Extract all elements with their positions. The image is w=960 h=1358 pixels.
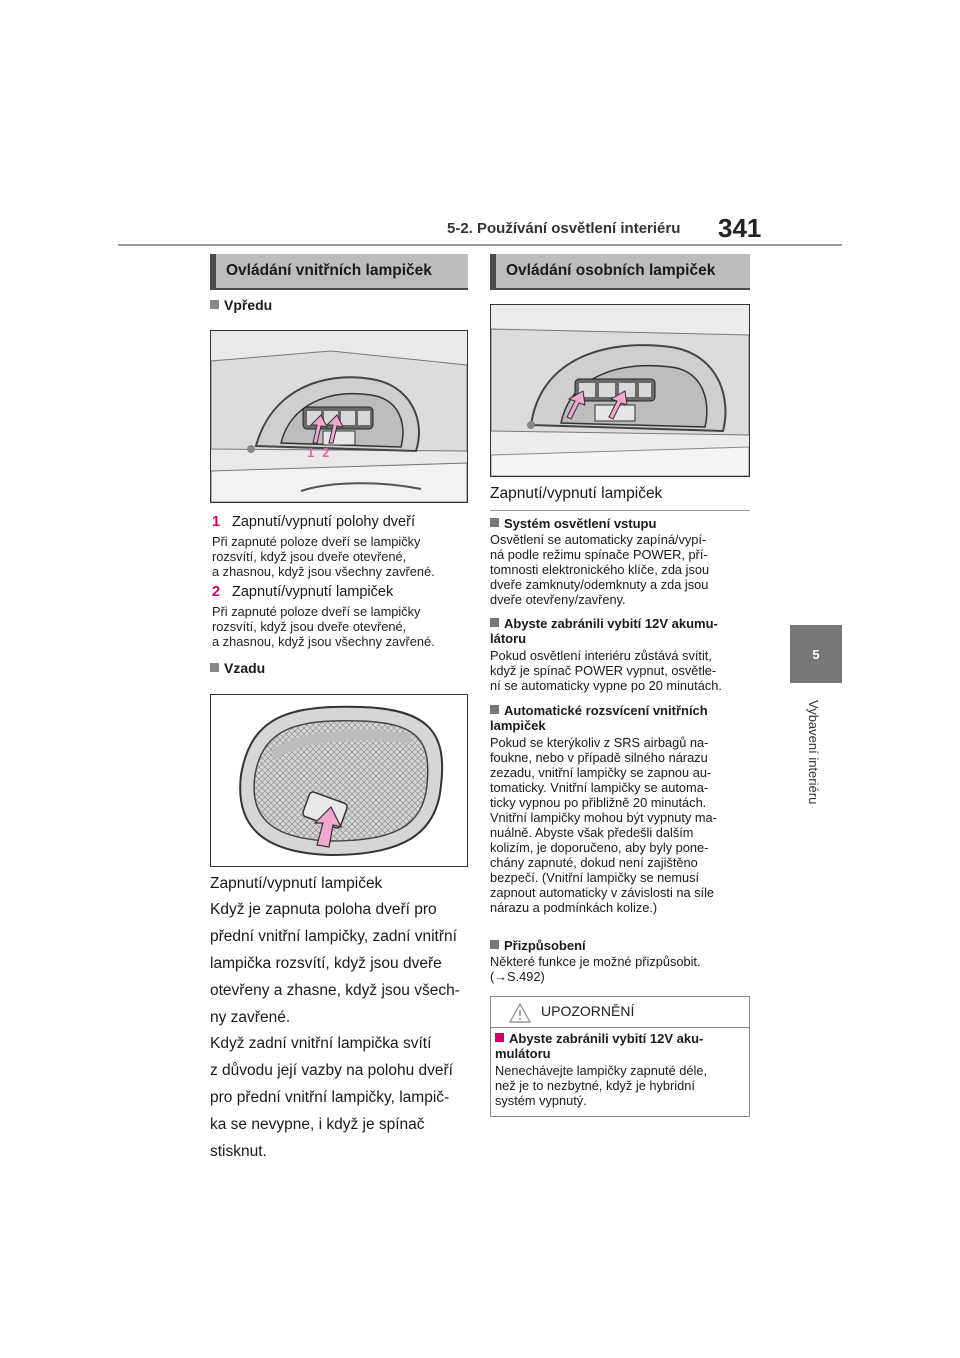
note-body-auto-lights: Pokud se kterýkoliv z SRS airbagů na- foukne, nebo v případě silného nárazu zezadu, vnitřní lampičky se zapnou au- tomaticky. Vnitřní lampičky se automa- ticky vypnou po přibližně 20 minutách. Vnitřní lampičky mohou být vypnuty ma- nuálně. Abyste však předešli dalším kolizím, je doporučeno, aby byly pone- chány zapnuté, dokud není zajištěno bezpečí. (Vnitřní lampičky se nemusí zapnout automaticky v závislosti na síle nárazu a podmínkách kolize.) <box>490 735 717 915</box>
bullet-square-icon <box>490 940 499 949</box>
item-2-desc: Při zapnuté poloze dveří se lampičky rozsvítí, když jsou dveře otevřené, a zhasnou, když jsou všechny zavřené. <box>212 604 435 649</box>
bullet-square-icon <box>490 705 499 714</box>
rear-paragraph-2: Když zadní vnitřní lampička svítí z důvodu její vazby na polohu dveří pro přední vnitřní lampičky, lampič- ka se nevypne, i když je spínač stisknut. <box>210 1035 453 1160</box>
page-number: 341 <box>718 213 762 243</box>
warning-title: UPOZORNĚNÍ <box>541 1003 635 1019</box>
bullet-square-icon <box>490 518 499 527</box>
bullet-square-icon <box>210 663 219 672</box>
heading-personal-lights: Ovládání osobních lampiček <box>490 254 750 290</box>
section-title: 5-2. Používání osvětlení interiéru <box>447 220 681 237</box>
divider <box>490 510 750 511</box>
bullet-square-icon <box>210 300 219 309</box>
warning-note-body: Nenechávejte lampičky zapnuté déle, než je to nezbytné, když je hybridní systém vypnutý. <box>495 1063 707 1108</box>
subhead-rear: Vzadu <box>210 660 265 676</box>
note-title-customization: Přizpůsobení <box>490 938 752 953</box>
bullet-square-icon <box>490 618 499 627</box>
heading-interior-lights: Ovládání vnitřních lampiček <box>210 254 468 290</box>
bullet-square-icon <box>495 1033 504 1042</box>
callout-1: 1 <box>307 445 315 460</box>
subhead-front: Vpředu <box>210 297 272 313</box>
callout-2: 2 <box>322 445 330 460</box>
chapter-number: 5 <box>812 646 820 662</box>
chapter-label: Vybavení interiéru <box>806 700 821 805</box>
item-2-label: 2 Zapnutí/vypnutí lampiček <box>212 584 394 600</box>
note-title-entry-lighting: Systém osvětlení vstupu <box>490 516 752 531</box>
note-body-entry-lighting: Osvětlení se automaticky zapíná/vypí- ná podle režimu spínače POWER, pří- tomnosti elektronického klíče, zda jsou dveře zamknuty/odemknuty a zda jsou dveře otevřeny/zavřeny. <box>490 532 710 607</box>
note-body-customization: Některé funkce je možné přizpůsobit. (→S.492) <box>490 954 701 984</box>
warning-divider <box>491 1027 749 1028</box>
warning-box <box>490 996 750 1117</box>
rear-paragraph-1: Když je zapnuta poloha dveří pro přední vnitřní lampičky, zadní vnitřní lampička rozsvítí, když jsou dveře otevřeny a zhasne, když jsou všech- ny zavřené. <box>210 901 460 1026</box>
rear-caption: Zapnutí/vypnutí lampiček <box>210 875 383 892</box>
item-1-desc: Při zapnuté poloze dveří se lampičky rozsvítí, když jsou dveře otevřené, a zhasnou, když jsou všechny zavřené. <box>212 534 435 579</box>
note-title-battery: Abyste zabránili vybití 12V akumu- látoru <box>490 616 718 646</box>
note-title-auto-lights: Automatické rozsvícení vnitřních lampiček <box>490 703 708 733</box>
warning-triangle-icon <box>509 1003 531 1023</box>
figure-personal-lamps <box>490 304 750 477</box>
note-body-battery: Pokud osvětlení interiéru zůstává svítit, když je spínač POWER vypnut, osvětle- ní se automaticky vypne po 20 minutách. <box>490 648 722 693</box>
chapter-tab[interactable] <box>790 625 842 683</box>
warning-note-title: Abyste zabránili vybití 12V aku- mulátoru <box>495 1031 704 1061</box>
header-divider <box>118 244 842 246</box>
item-1-label: 1 Zapnutí/vypnutí polohy dveří <box>212 514 415 530</box>
personal-caption: Zapnutí/vypnutí lampiček <box>490 485 663 502</box>
figure-front-lamps <box>210 330 468 503</box>
figure-rear-lamp <box>210 694 468 867</box>
